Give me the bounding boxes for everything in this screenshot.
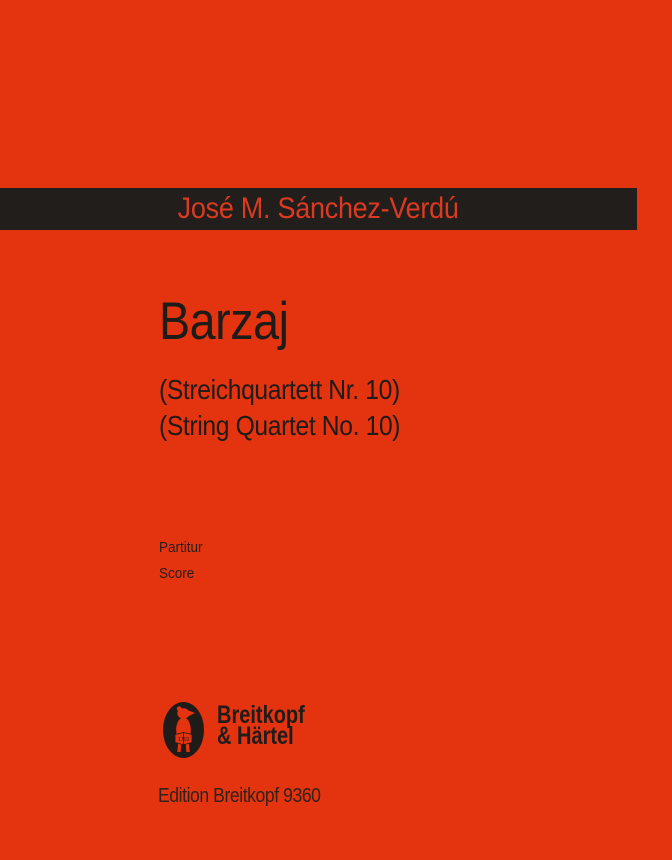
publisher-wordmark-line2: & Härtel — [217, 722, 294, 750]
publisher-logo — [163, 701, 305, 758]
subtitle-english: (String Quartet No. 10) — [159, 410, 401, 441]
bear-with-book-emblem-icon — [163, 702, 204, 758]
format-labels — [159, 535, 203, 587]
edition-number: Edition Breitkopf 9360 — [158, 785, 321, 807]
founded-year-label: 1719 — [177, 737, 190, 743]
subtitle-german: (Streichquartett Nr. 10) — [159, 374, 400, 405]
work-title: Barzaj — [159, 292, 289, 351]
format-label-english: Score — [159, 565, 195, 582]
composer-name: José M. Sánchez-Verdú — [178, 192, 459, 225]
publisher-wordmark-line1: Breitkopf — [217, 701, 305, 729]
composer-band — [0, 188, 637, 230]
publisher-wordmark — [217, 701, 305, 750]
work-subtitles — [159, 372, 400, 444]
format-label-german: Partitur — [159, 539, 203, 556]
